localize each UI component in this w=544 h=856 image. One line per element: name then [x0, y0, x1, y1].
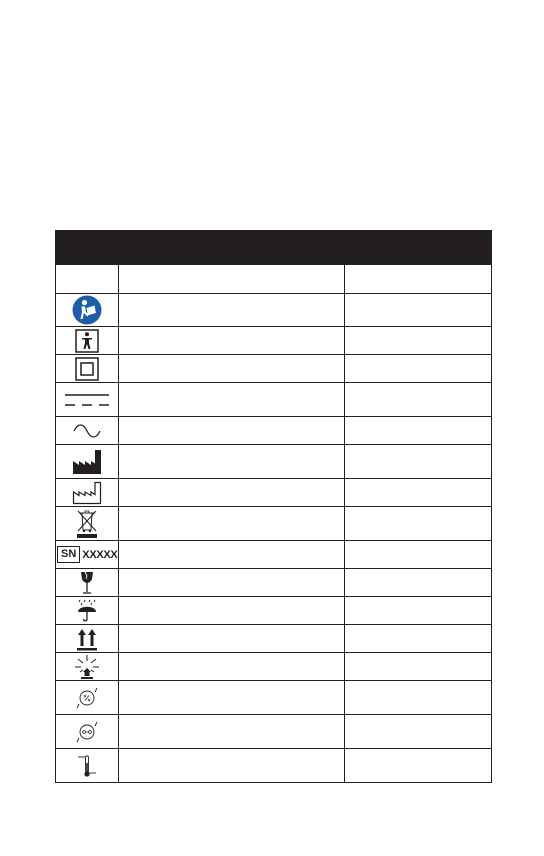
description-cell: [119, 749, 345, 783]
keep-dry-icon: [76, 599, 98, 623]
reference-cell: [345, 327, 492, 355]
weee-disposal-icon: [74, 509, 100, 539]
description-cell: [119, 507, 345, 541]
date-of-manufacture-icon: [72, 481, 102, 505]
description-cell: [119, 417, 345, 445]
serial-number-icon: [56, 546, 118, 563]
reference-cell: [345, 507, 492, 541]
symbol-cell: [56, 625, 119, 653]
table-row: [56, 749, 492, 783]
reference-cell: [345, 653, 492, 681]
table-row: [56, 715, 492, 749]
description-cell: [119, 294, 345, 327]
symbols-table: [55, 230, 492, 783]
description-cell: [119, 479, 345, 507]
table-row: [56, 507, 492, 541]
table-row: [56, 294, 492, 327]
reference-cell: [345, 541, 492, 569]
description-cell: [119, 445, 345, 479]
symbol-cell: [56, 327, 119, 355]
description-cell: [119, 681, 345, 715]
read-manual-icon: [72, 295, 102, 325]
symbol-cell: [56, 507, 119, 541]
table-row: [56, 445, 492, 479]
table-row: [56, 653, 492, 681]
reference-cell: [345, 417, 492, 445]
atmospheric-pressure-limitation-icon: [76, 720, 98, 744]
symbol-cell: [56, 715, 119, 749]
description-cell: [119, 541, 345, 569]
reference-cell: [345, 597, 492, 625]
this-way-up-icon: [76, 627, 98, 651]
type-bf-applied-part-icon: [75, 329, 99, 353]
description-cell: [119, 625, 345, 653]
symbol-cell: [56, 681, 119, 715]
description-cell: [119, 653, 345, 681]
symbol-cell: [56, 597, 119, 625]
reference-cell: [345, 715, 492, 749]
symbol-cell: [56, 479, 119, 507]
symbol-cell: [56, 749, 119, 783]
class-ii-equipment-icon: [75, 357, 99, 381]
reference-cell: [345, 479, 492, 507]
serial-number-value: XXXXX: [82, 548, 118, 561]
table-row: [56, 327, 492, 355]
keep-away-from-sunlight-icon: [74, 654, 100, 680]
header-description: [119, 231, 345, 265]
table-row: [56, 681, 492, 715]
table-row: [56, 597, 492, 625]
reference-cell: [345, 681, 492, 715]
reference-cell: [345, 355, 492, 383]
blank-cell: [56, 265, 119, 294]
table-row: [56, 355, 492, 383]
description-cell: [119, 383, 345, 417]
fragile-icon: [80, 571, 94, 595]
alternating-current-icon: [72, 424, 102, 438]
manufacturer-icon: [72, 449, 102, 475]
reference-cell: [345, 265, 492, 294]
table-row: [56, 541, 492, 569]
description-cell: [119, 597, 345, 625]
symbol-cell: [56, 445, 119, 479]
reference-cell: [345, 294, 492, 327]
table-row: [56, 569, 492, 597]
reference-cell: [345, 749, 492, 783]
humidity-limitation-icon: [76, 686, 98, 710]
table-header-row: [56, 231, 492, 265]
symbol-cell: [56, 355, 119, 383]
header-reference: [345, 231, 492, 265]
reference-cell: [345, 445, 492, 479]
table-row: [56, 625, 492, 653]
symbol-cell: [56, 294, 119, 327]
description-cell: [119, 265, 345, 294]
symbol-cell: [56, 383, 119, 417]
symbol-cell: [56, 541, 119, 569]
description-cell: [119, 327, 345, 355]
reference-cell: [345, 383, 492, 417]
header-symbol: [56, 231, 119, 265]
serial-number-label: SN: [57, 546, 80, 563]
symbol-cell: [56, 569, 119, 597]
description-cell: [119, 569, 345, 597]
table-row: [56, 479, 492, 507]
table-row: [56, 383, 492, 417]
table-row: [56, 265, 492, 294]
direct-current-icon: [63, 390, 111, 410]
reference-cell: [345, 569, 492, 597]
symbol-cell: [56, 653, 119, 681]
temperature-limit-icon: [76, 753, 98, 779]
reference-cell: [345, 625, 492, 653]
symbol-cell: [56, 417, 119, 445]
description-cell: [119, 355, 345, 383]
table-row: [56, 417, 492, 445]
description-cell: [119, 715, 345, 749]
